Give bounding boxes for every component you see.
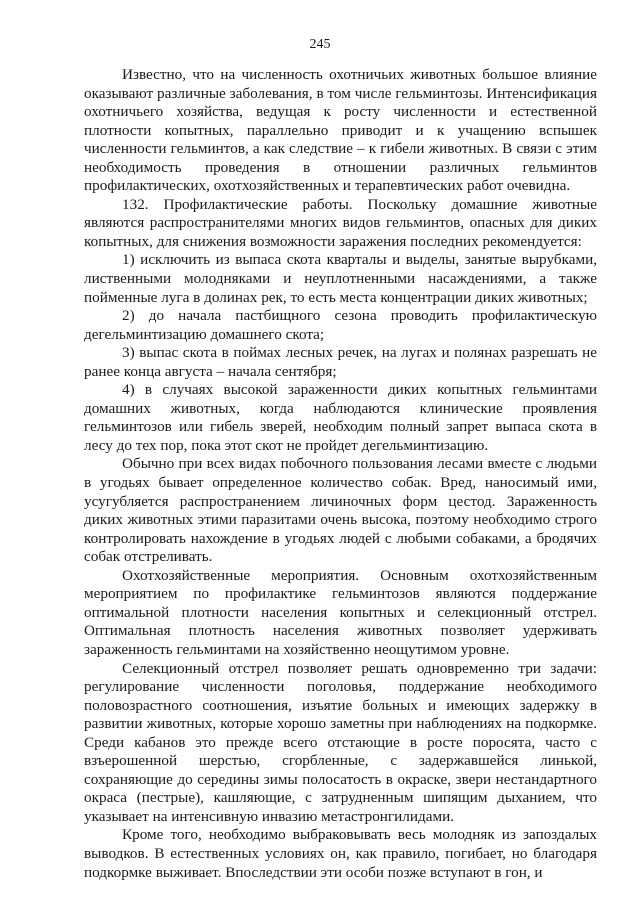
list-item-3: 3) выпас скота в поймах лесных речек, на лугах и полянах разрешать не ранее конца августа – начала сентября; <box>84 344 597 380</box>
list-item-1: 1) исключить из выпаса скота кварталы и выделы, занятые вырубками, лиственными молодняками и неуплотненными насаждениями, а также пойменные луга в долинах рек, то есть места концентрации диких животных; <box>84 251 597 306</box>
paragraph-hunting-measures: Охотхозяйственные мероприятия. Основным охотхозяйственным мероприятием по профилактике гельминтозов являются поддержание оптимальной плотности населения копытных и селекционный отстрел. Оптимальная плотность населения животных позволяет удерживать зараженность гельминтами на хозяйственно неощутимом уровне. <box>84 566 597 658</box>
body-text <box>84 66 597 882</box>
list-item-2: 2) до начала пастбищного сезона проводить профилактическую дегельминтизацию домашнего скота; <box>84 307 597 343</box>
list-item-4: 4) в случаях высокой зараженности диких копытных гельминтами домашних животных, когда наблюдаются клинические проявления гельминтозов или гибель зверей, необходим полный запрет выпаса скота в лесу до тех пор, пока этот скот не пройдет дегельминтизацию. <box>84 381 597 454</box>
paragraph-dogs: Обычно при всех видах побочного пользования лесами вместе с людьми в угодьях бывает определенное количество собак. Вред, наносимый ими, усугубляется распространением личиночных форм цестод. Зараженность диких животных этими паразитами очень высока, поэтому необходимо строго контролировать нахождение в угодьях людей с любыми собаками, а бродячих собак отстреливать. <box>84 455 597 566</box>
paragraph-preventive-work: 132. Профилактические работы. Поскольку домашние животные являются распространителями многих видов гельминтов, опасных для диких копытных, для снижения возможности заражения последних рекомендуется: <box>84 195 597 250</box>
paragraph-intro: Известно, что на численность охотничьих животных большое влияние оказывают различные заболевания, в том числе гельминтозы. Интенсификация охотничьего хозяйства, ведущая к росту численности и естественной плотности копытных, параллельно приводит и к учащению вспышек численности гельминтов, а как следствие – к гибели животных. В связи с этим необходимость проведения в отношении различных гельминтов профилактических, охотхозяйственных и терапевтических работ очевидна. <box>84 66 597 195</box>
paragraph-late-litters: Кроме того, необходимо выбраковывать весь молодняк из запоздалых выводков. В естественных условиях он, как правило, погибает, но благодаря подкормке выживает. Впоследствии эти особи позже вступают в гон, и <box>84 826 597 881</box>
page-number: 245 <box>309 37 331 52</box>
paragraph-selective-culling: Селекционный отстрел позволяет решать одновременно три задачи: регулирование численности поголовья, поддержание необходимого половозрастного соотношения, изъятие больных и имеющих задержку в развитии животных, которые хорошо заметны при наблюдениях на подкормке. Среди кабанов это прежде всего отстающие в росте поросята, часто с взъерошенной шерстью, сгорбленные, с задержавшейся линькой, сохраняющие до середины зимы полосатость в окраске, звери нестандартного окраса (пестрые), кашляющие, с затрудненным шипящим дыханием, что указывает на интенсивную инвазию метастронгилидами. <box>84 659 597 825</box>
